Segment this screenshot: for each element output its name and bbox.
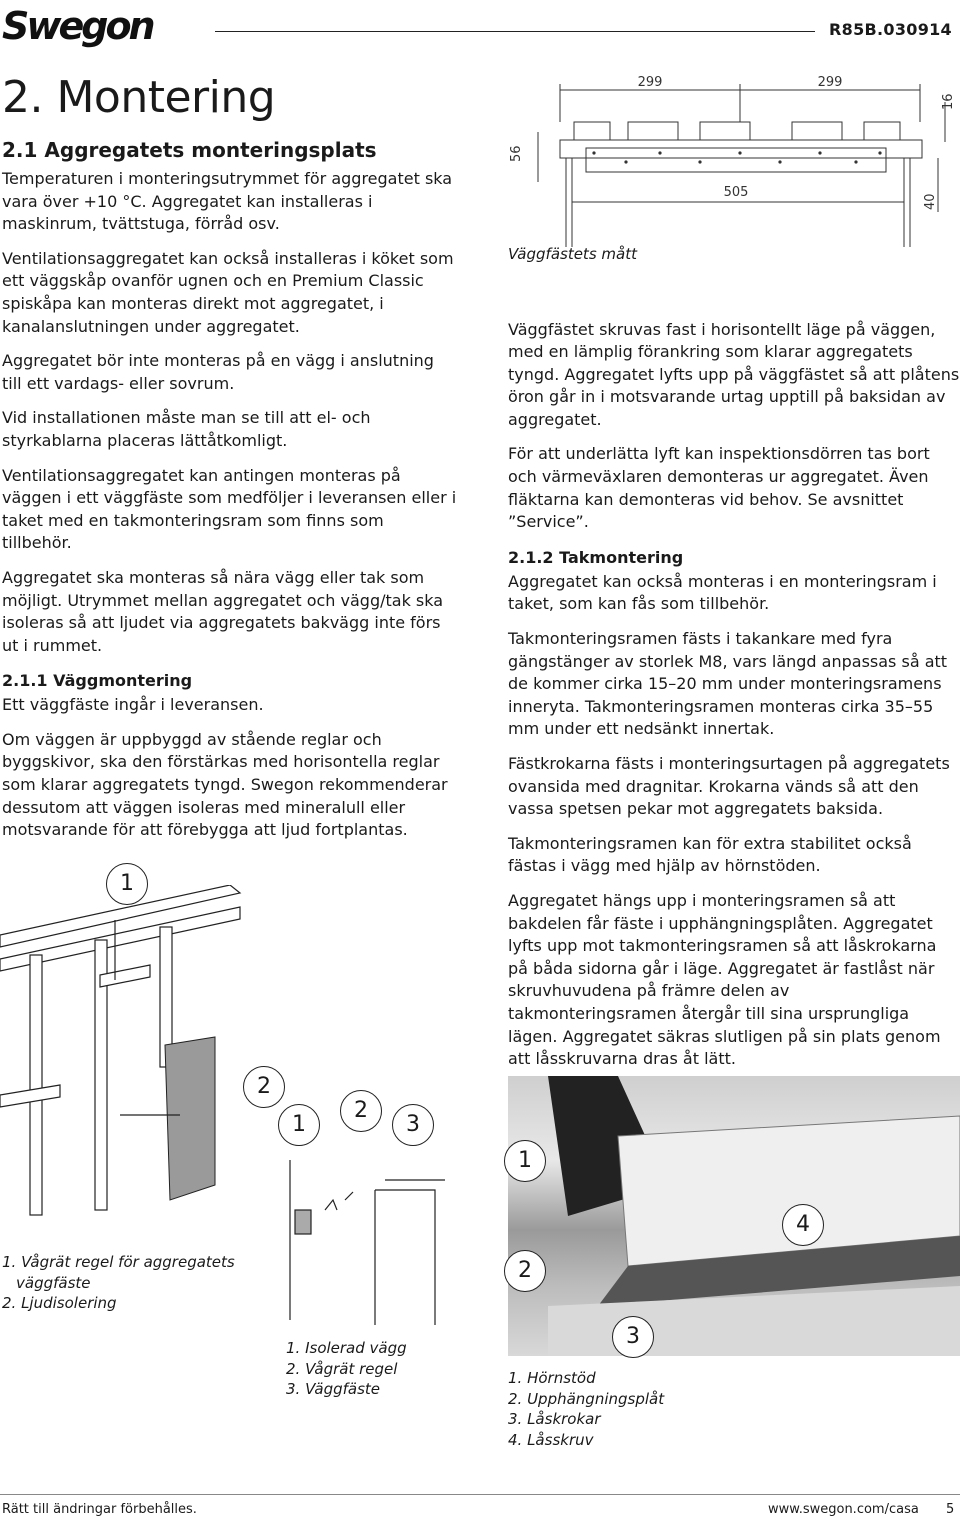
marker-2: 2 — [243, 1066, 285, 1108]
marker-1: 1 — [278, 1104, 320, 1146]
subsection-heading: 2.1.1 Väggmontering — [2, 671, 193, 691]
wall-section-illustration — [285, 1140, 455, 1325]
paragraph: Vid installationen måste man se till att el- och styrkablarna placeras lättåtkomligt. — [2, 408, 371, 450]
marker-1: 1 — [504, 1140, 546, 1182]
dimension-label: 40 — [923, 193, 938, 210]
marker-2: 2 — [340, 1090, 382, 1132]
paragraph: Ett väggfäste ingår i leveransen. — [2, 695, 264, 715]
section-heading: 2.1 Aggregatets monteringsplats — [2, 138, 377, 162]
paragraph: Om väggen är uppbyggd av stående reglar och byggskivor, ska den förstärkas med horisontella reglar som klarar aggregatets tyngd. Swegon rekommenderar dessutom att väggen isoleras med mineralull eller motsvarande för att förebygga att ljud fortplantas. — [2, 729, 448, 840]
paragraph: Väggfästet skruvas fast i horisontellt läge på väggen, med en lämplig förankring som klarar aggregatets tyngd. Aggregatet lyfts upp på väggfästet så att plåtens öron går in i motsvarande urtag upptill på baksidan av aggregatet. — [508, 319, 960, 429]
paragraph: Aggregatet kan också monteras i en monteringsram i taket, som kan fås som tillbehör. — [508, 571, 937, 614]
header-rule — [215, 31, 815, 32]
dimension-label: 505 — [723, 185, 749, 200]
paragraph: Aggregatet hängs upp i monteringsramen så att bakdelen får fäste i upphängningsplåten. Aggregatet lyfts upp mot takmonteringsramen så att låskrokarna på båda sidorna går i läge. Aggregatet är fastlåst när skruvhuvudena på främre delen av takmonteringsramen återgår till sina ursprungliga lägen. Aggregatet säkras slutligen på sin plats genom att låsskruvarna dras åt lätt. — [508, 890, 941, 1069]
figure1-caption — [2, 1252, 235, 1314]
paragraph: Takmonteringsramen fästs i takankare med fyra gängstänger av storlek M8, vars längd anpassas så att de kommer cirka 15–20 mm under monteringsramens inneryta. Takmonteringsramen monteras cirka 35–55 mm under ett nedsänkt innertak. — [508, 629, 948, 739]
subsection-heading: 2.1.2 Takmontering — [508, 547, 684, 567]
paragraph: För att underlätta lyft kan inspektionsdörren tas bort och värmeväxlaren demonteras ur aggregatet. Även fläktarna kan demonteras vid behov. Se avsnittet ”Service”. — [508, 444, 930, 532]
footer-rule — [0, 1494, 960, 1495]
paragraph: Aggregatet bör inte monteras på en vägg i anslutning till ett vardags- eller sovrum. — [2, 351, 434, 393]
paragraph: Takmonteringsramen kan för extra stabilitet också fästas i vägg med hjälp av hörnstöden. — [508, 833, 912, 876]
caption-line: väggfäste — [16, 1273, 91, 1292]
wall-frame-illustration — [0, 885, 245, 1225]
caption-line: 2. Upphängningsplåt — [508, 1389, 665, 1408]
marker-4: 4 — [782, 1204, 824, 1246]
caption-line: 2. Ljudisolering — [2, 1294, 117, 1312]
page-number: 5 — [946, 1502, 955, 1517]
paragraph: Aggregatet ska monteras så nära vägg eller tak som möjligt. Utrymmet mellan aggregatet och vägg/tak ska isoleras så att ljudet via aggregatets bakvägg inte förs ut i rummet. — [2, 567, 444, 655]
caption-line: 1. Isolerad vägg — [286, 1339, 407, 1357]
dimension-label: 16 — [941, 93, 956, 110]
caption-line: 4. Låsskruv — [508, 1430, 594, 1449]
left-column — [2, 72, 458, 854]
wall-bracket-diagram — [500, 72, 958, 252]
caption-line: 3. Låskrokar — [508, 1410, 601, 1428]
dimension-label: 299 — [817, 75, 843, 90]
right-column — [508, 244, 960, 1083]
caption-line: 2. Vågrät regel — [286, 1359, 398, 1378]
paragraph: Ventilationsaggregatet kan också installeras i köket som ett väggskåp ovanför ugnen och en Premium Classic spiskåpa kan monteras direkt mot aggregatet, i kanalanslutningen under aggregatet. — [2, 248, 454, 336]
caption-line: 3. Väggfäste — [286, 1380, 381, 1398]
page-title: 2. Montering — [2, 72, 276, 123]
ceiling-mount-photo — [508, 1076, 960, 1356]
paragraph: Fästkrokarna fästs i monteringsurtagen på aggregatets ovansida med dragnitar. Krokarna vänds så att den vassa spetsen pekar mot aggregatets baksida. — [508, 754, 950, 819]
dimension-label: 299 — [637, 75, 663, 90]
caption-line: 1. Vågrät regel för aggregatets — [2, 1253, 235, 1271]
diagram-caption: Väggfästets mått — [508, 245, 637, 263]
paragraph: Temperaturen i monteringsutrymmet för aggregatet ska vara över +10 °C. Aggregatet kan installeras i maskinrum, tvättstuga, förråd osv. — [2, 169, 453, 234]
footer-url[interactable]: www.swegon.com/casa — [768, 1502, 919, 1517]
figure3-caption — [508, 1368, 664, 1450]
marker-2: 2 — [504, 1250, 546, 1292]
paragraph: Ventilationsaggregatet kan antingen monteras på väggen i ett väggfäste som medföljer i leveransen eller i taket med en takmonteringsram som finns som tillbehör. — [2, 465, 457, 553]
figure2-caption — [286, 1338, 407, 1400]
swegon-logo: Swegon — [2, 4, 153, 48]
marker-3: 3 — [612, 1316, 654, 1358]
document-id: R85B.030914 — [829, 20, 952, 39]
marker-3: 3 — [392, 1104, 434, 1146]
caption-line: 1. Hörnstöd — [508, 1369, 596, 1387]
footer-disclaimer: Rätt till ändringar förbehålles. — [2, 1502, 197, 1517]
marker-1: 1 — [106, 863, 148, 905]
dimension-label: 56 — [509, 145, 524, 162]
